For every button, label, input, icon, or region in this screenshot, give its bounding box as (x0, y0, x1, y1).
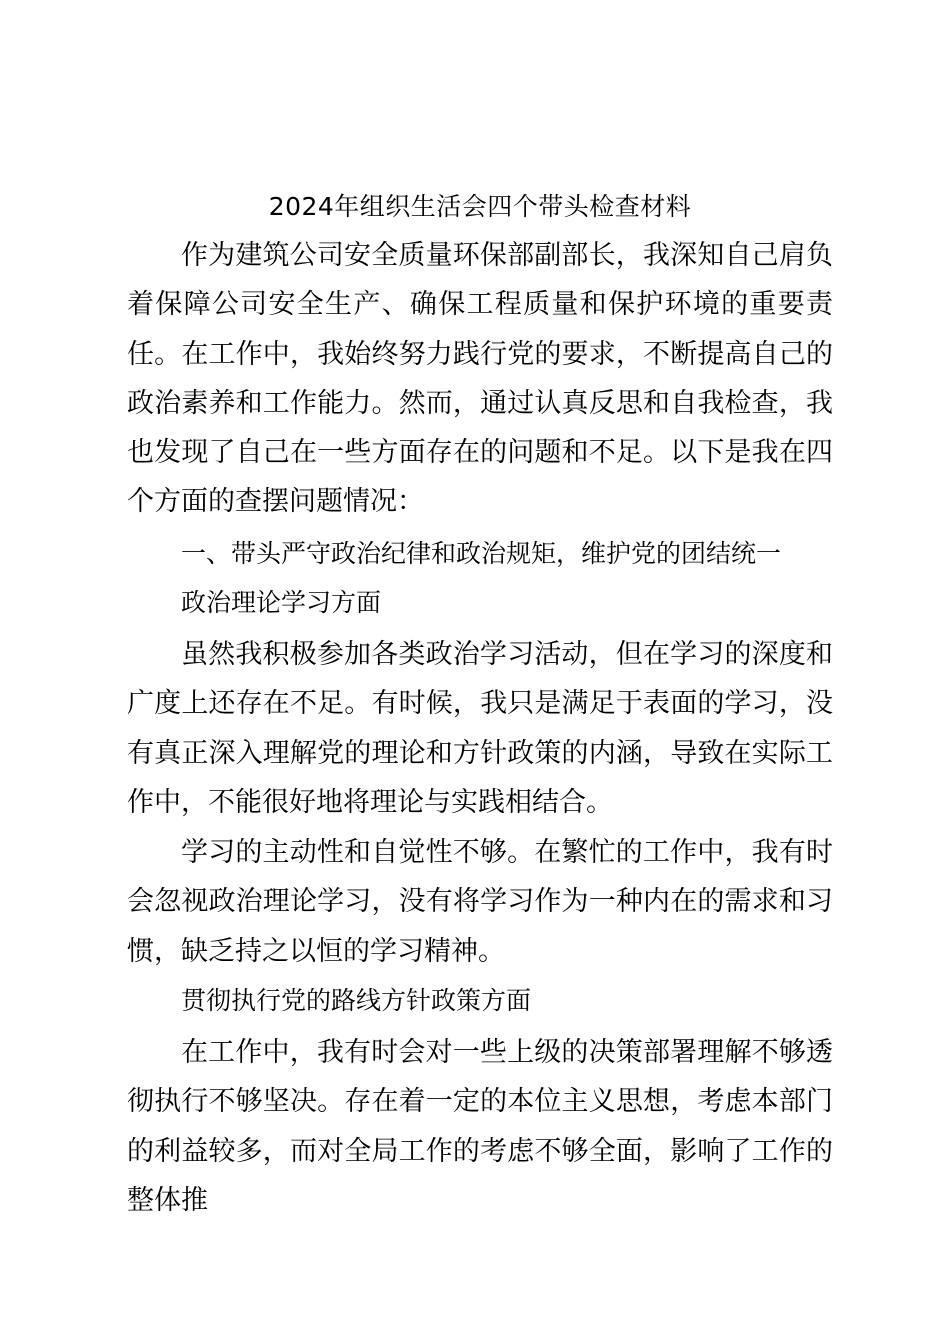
body-paragraph-policy-execution: 在工作中，我有时会对一些上级的决策部署理解不够透彻执行不够坚决。存在着一定的本位主义思想，考虑本部门的利益较多，而对全局工作的考虑不够全面，影响了工作的整体推 (127, 1037, 833, 1216)
document-title: 2024年组织生活会四个带头检查材料 (268, 192, 692, 221)
intro-paragraph: 作为建筑公司安全质量环保部副部长，我深知自己肩负着保障公司安全生产、确保工程质量和保护环境的重要责任。在工作中，我始终努力践行党的要求，不断提高自己的政治素养和工作能力。然而，通过认真反思和自我检查，我也发现了自己在一些方面存在的问题和不足。以下是我在四个方面的查摆问题情况： (127, 240, 833, 518)
subsection-heading-political-theory: 政治理论学习方面 (181, 588, 382, 617)
section-heading-1: 一、带头严守政治纪律和政治规矩，维护党的团结统一 (181, 539, 782, 568)
body-paragraph-study-initiative: 学习的主动性和自觉性不够。在繁忙的工作中，我有时会忽视政治理论学习，没有将学习作为一种内在的需求和习惯，缺乏持之以恒的学习精神。 (127, 837, 833, 967)
body-paragraph-study-depth: 虽然我积极参加各类政治学习活动，但在学习的深度和广度上还存在不足。有时候，我只是满足于表面的学习，没有真正深入理解党的理论和方针政策的内涵，导致在实际工作中，不能很好地将理论与实践相结合。 (127, 639, 833, 818)
subsection-heading-policy-implementation: 贯彻执行党的路线方针政策方面 (181, 986, 532, 1015)
